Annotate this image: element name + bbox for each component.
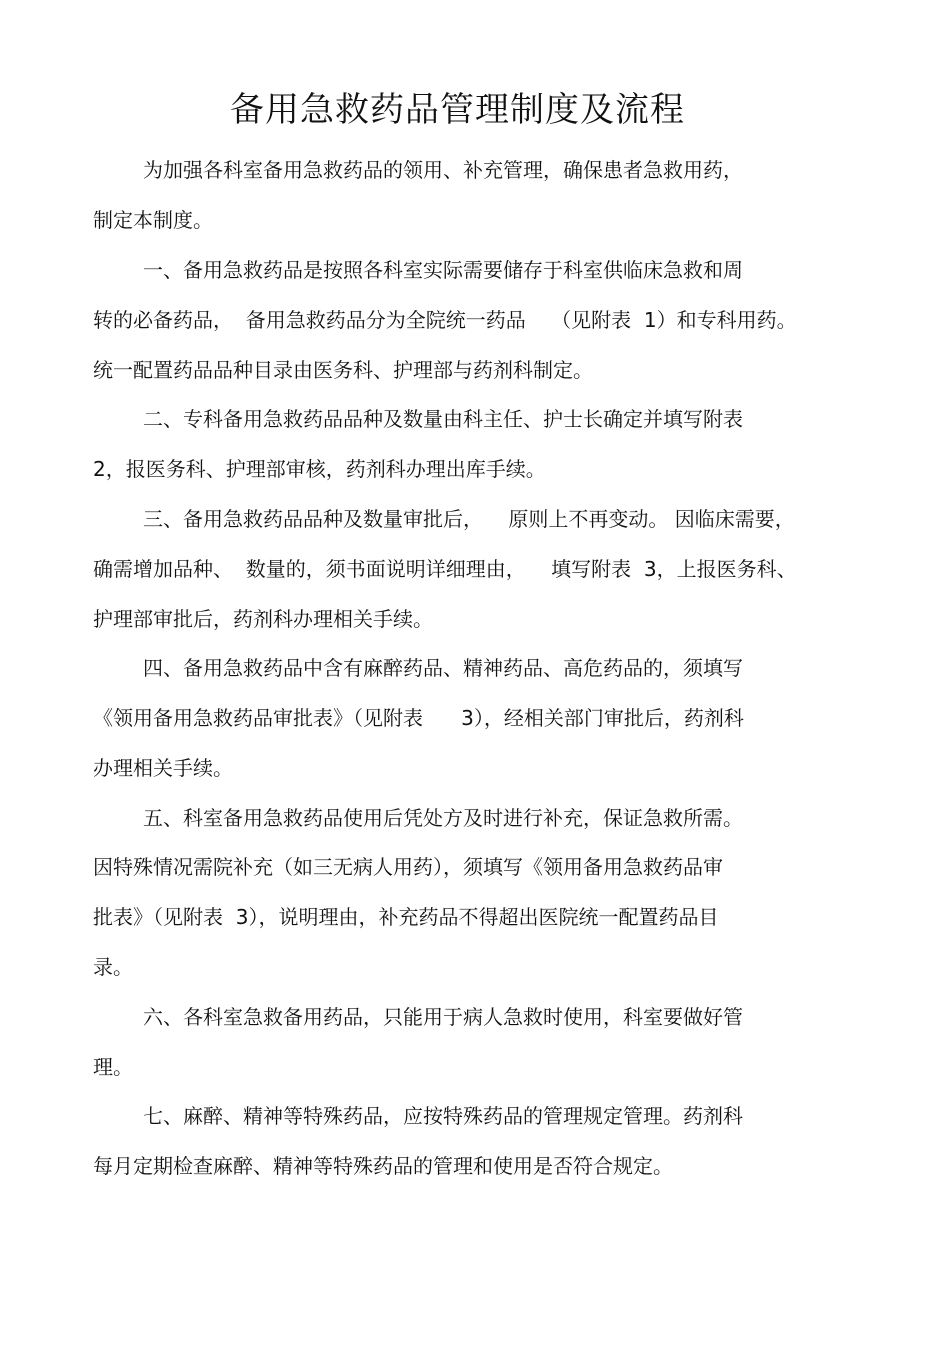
paragraph-5-line-2: 因特殊情况需院补充（如三无病人用药），须填写《领用备用急救药品审	[93, 855, 723, 879]
document-title: 备用急救药品管理制度及流程	[230, 90, 685, 130]
paragraph-3-line-2: 确需增加品种、 数量的，须书面说明详细理由， 填写附表 3，上报医务科、	[93, 557, 797, 581]
paragraph-1-line-3: 统一配置药品品种目录由医务科、护理部与药剂科制定。	[93, 358, 593, 382]
paragraph-3-line-1: 三、备用急救药品品种及数量审批后， 原则上不再变动。 因临床需要，	[143, 507, 795, 531]
paragraph-2-line-2: 2，报医务科、护理部审核，药剂科办理出库手续。	[93, 457, 546, 481]
paragraph-5-line-3: 批表》（见附表 3），说明理由，补充药品不得超出医院统一配置药品目	[93, 905, 719, 929]
paragraph-4-line-1: 四、备用急救药品中含有麻醉药品、精神药品、高危药品的，须填写	[143, 656, 743, 680]
paragraph-5-line-1: 五、科室备用急救药品使用后凭处方及时进行补充，保证急救所需。	[143, 806, 743, 830]
paragraph-6-line-1: 六、各科室急救备用药品，只能用于病人急救时使用，科室要做好管	[143, 1005, 743, 1029]
paragraph-intro-line-1: 为加强各科室备用急救药品的领用、补充管理，确保患者急救用药，	[143, 158, 743, 182]
paragraph-4-line-2: 《领用备用急救药品审批表》（见附表 3），经相关部门审批后，药剂科	[93, 706, 744, 730]
paragraph-6-line-2: 理。	[93, 1055, 133, 1079]
paragraph-intro-line-2: 制定本制度。	[93, 208, 213, 232]
paragraph-3-line-3: 护理部审批后，药剂科办理相关手续。	[93, 607, 433, 631]
paragraph-2-line-1: 二、专科备用急救药品品种及数量由科主任、护士长确定并填写附表	[143, 407, 743, 431]
paragraph-5-line-4: 录。	[93, 955, 133, 979]
paragraph-7-line-1: 七、麻醉、精神等特殊药品，应按特殊药品的管理规定管理。药剂科	[143, 1104, 743, 1128]
paragraph-4-line-3: 办理相关手续。	[93, 756, 233, 780]
paragraph-1-line-2: 转的必备药品， 备用急救药品分为全院统一药品 （见附表 1）和专科用药。	[93, 308, 797, 332]
paragraph-1-line-1: 一、备用急救药品是按照各科室实际需要储存于科室供临床急救和周	[143, 258, 743, 282]
paragraph-7-line-2: 每月定期检查麻醉、精神等特殊药品的管理和使用是否符合规定。	[93, 1154, 673, 1178]
